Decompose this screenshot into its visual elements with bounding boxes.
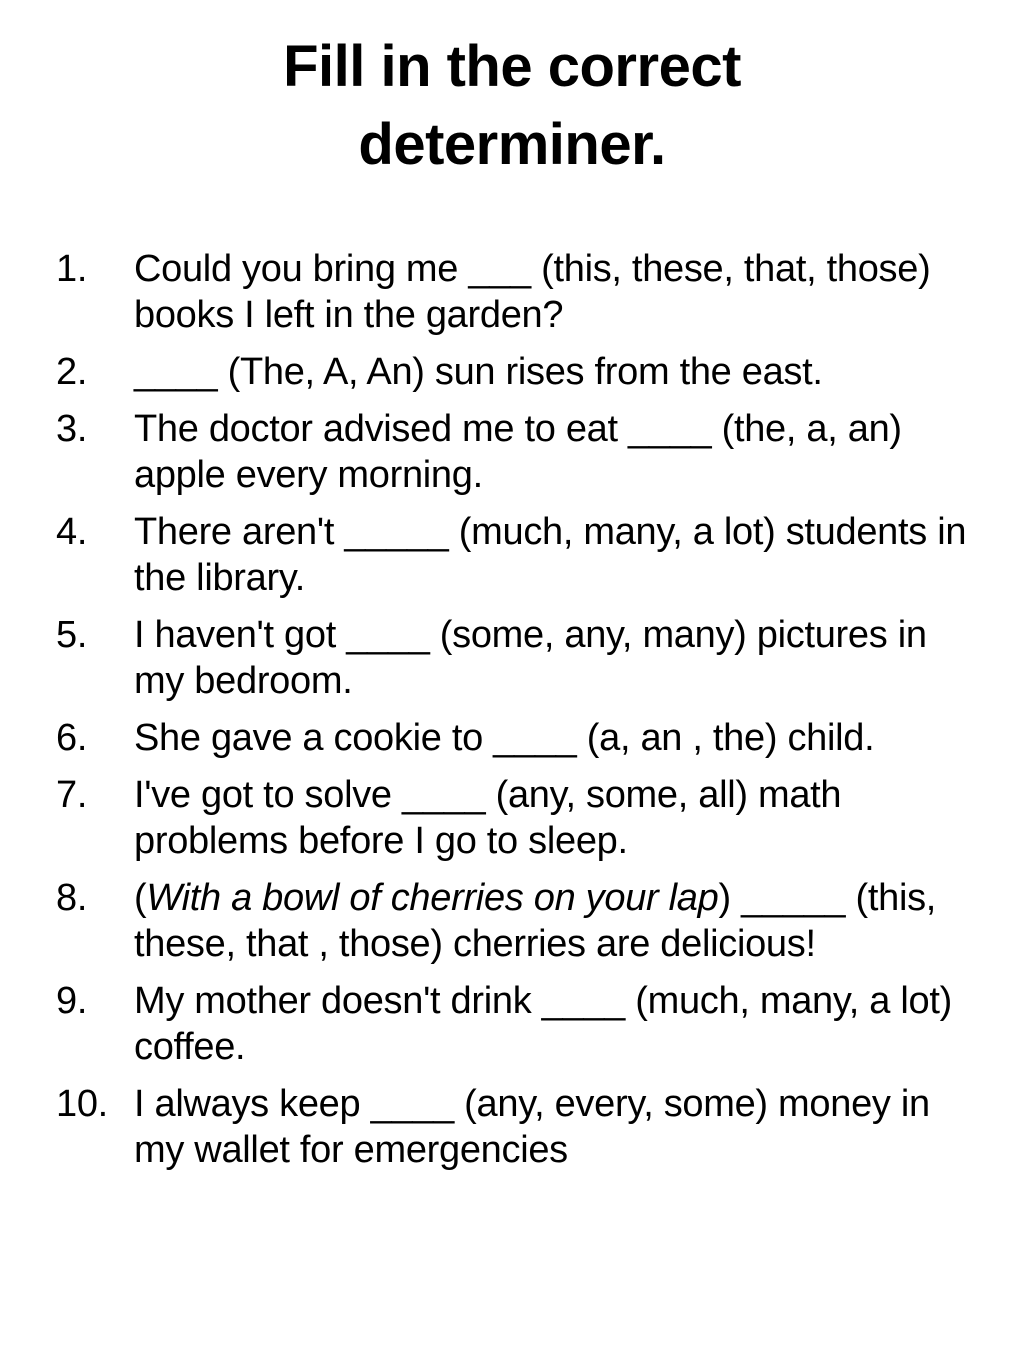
question-number: 5.: [56, 614, 88, 656]
question-6: [0, 715, 1024, 761]
page-title: [40, 28, 984, 184]
question-text: My mother doesn't drink ____ (much, many, a lot) coffee.: [134, 980, 952, 1068]
italic-context: With a bowl of cherries on your lap: [146, 877, 719, 919]
question-text: ____ (The, A, An) sun rises from the east.: [134, 351, 823, 393]
question-text-rest: ) _____ (this, these, that , those) cherries are delicious!: [134, 877, 937, 965]
question-number: 4.: [56, 511, 88, 553]
question-8: [0, 875, 1024, 967]
question-text: There aren't _____ (much, many, a lot) students in the library.: [134, 511, 967, 599]
question-2: [0, 349, 1024, 395]
title-line-2: determiner.: [358, 112, 666, 177]
question-list: [0, 246, 1024, 1184]
open-paren: (: [134, 877, 147, 919]
question-3: [0, 406, 1024, 498]
question-text: She gave a cookie to ____ (a, an , the) child.: [134, 717, 875, 759]
title-line-1: Fill in the correct: [283, 34, 741, 99]
question-text: I haven't got ____ (some, any, many) pictures in my bedroom.: [134, 614, 927, 702]
question-number: 9.: [56, 980, 88, 1022]
question-number: 10.: [56, 1083, 108, 1125]
question-text: I've got to solve ____ (any, some, all) math problems before I go to sleep.: [134, 774, 842, 862]
question-number: 8.: [56, 877, 88, 919]
question-7: [0, 772, 1024, 864]
question-number: 6.: [56, 717, 88, 759]
question-text: [134, 875, 984, 967]
question-number: 2.: [56, 351, 88, 393]
question-text: Could you bring me ___ (this, these, that, those) books I left in the garden?: [134, 248, 931, 336]
question-number: 3.: [56, 408, 88, 450]
question-text: The doctor advised me to eat ____ (the, a, an) apple every morning.: [134, 408, 902, 496]
question-number: 7.: [56, 774, 88, 816]
question-10: [0, 1081, 1024, 1173]
question-5: [0, 612, 1024, 704]
question-1: [0, 246, 1024, 338]
question-number: 1.: [56, 248, 88, 290]
question-text: I always keep ____ (any, every, some) money in my wallet for emergencies: [134, 1083, 930, 1171]
question-4: [0, 509, 1024, 601]
question-9: [0, 978, 1024, 1070]
